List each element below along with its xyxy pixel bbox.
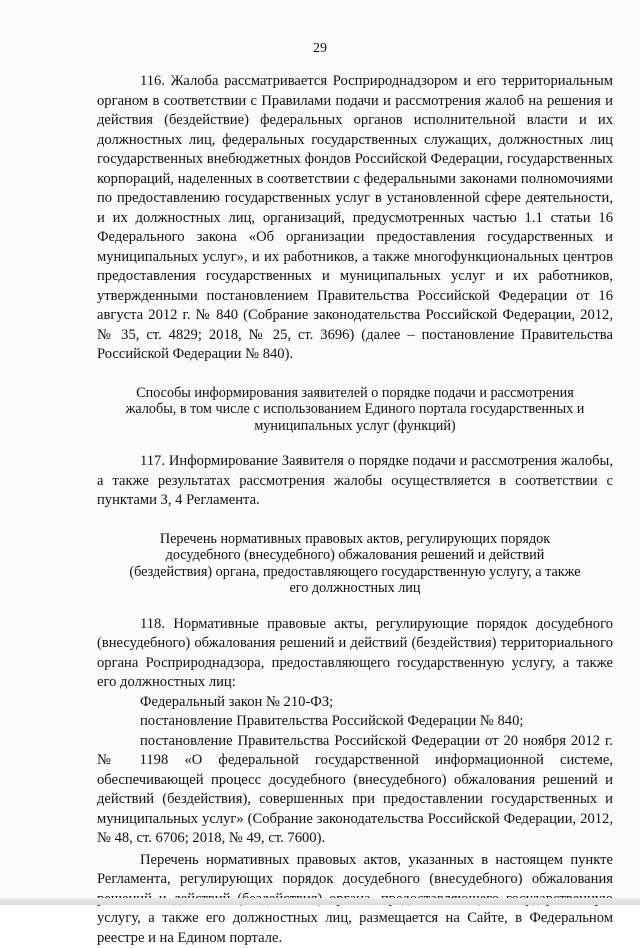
page-number: 29 xyxy=(0,41,640,57)
law-item-resolution-1198: постановление Правительства Российской Федерации от 20 ноября 2012 г. № 1198 «О федеральной государственной информационной системе, обеспечивающей процесс досудебного (внесудебного) обжалования решений и действий (бездействия), совершенных при предоставлении государственных и муниципальных услуг» (Собрание законодательства Российской Федерации, 2012, № 48, ст. 6706; 2018, № 49, ст. 7600). xyxy=(97,732,613,849)
section-heading-legal-acts: Перечень нормативных правовых актов, регулирующих порядок досудебного (внесудебного) обжалования решений и действий (бездействия) органа, предоставляющего государственную услугу, а также его должностных лиц xyxy=(97,531,613,597)
paragraph-117: 117. Информирование Заявителя о порядке подачи и рассмотрения жалобы, а также результатах рассмотрения жалобы осуществляется в соответствии с пунктами 3, 4 Регламента. xyxy=(97,452,613,511)
law-item-federal-law: Федеральный закон № 210-ФЗ; xyxy=(97,693,613,713)
document-body xyxy=(97,72,613,948)
section-heading-informing: Способы информирования заявителей о порядке подачи и рассмотрения жалобы, в том числе с использованием Единого портала государственных и муниципальных услуг (функций) xyxy=(97,385,613,435)
law-item-resolution-840: постановление Правительства Российской Федерации № 840; xyxy=(97,712,613,732)
paragraph-118: 118. Нормативные правовые акты, регулирующие порядок досудебного (внесудебного) обжалования решений и действий (бездействия) территориального органа Росприроднадзора, предоставляющего государственную услугу, а также его должностных лиц: xyxy=(97,615,613,693)
paragraph-legal-acts-list: Перечень нормативных правовых актов, указанных в настоящем пункте Регламента, регулирующих порядок досудебного (внесудебного) обжалования услугу, а также его должностных лиц, размещается на Сайте, в Федеральном реестре и на Едином портале. xyxy=(97,851,613,948)
page-bottom-edge xyxy=(0,898,640,905)
paragraph-116: 116. Жалоба рассматривается Росприроднадзором и его территориальным органом в соответствии с Правилами подачи и рассмотрения жалоб на решения и действия (бездействие) федеральных органов исполнительной власти и их должностных лиц, федеральных государственных служащих, должностных лиц государственных внебюджетных фондов Российской Федерации, государственных корпораций, наделенных в соответствии с федеральными законами полномочиями по предоставлению государственных услуг в установленной сфере деятельности, и их должностных лиц, организаций, предусмотренных частью 1.1 статьи 16 Федерального закона «Об организации предоставления государственных и муниципальных услуг», и их работников, а также многофункциональных центров предоставления государственных и муниципальных услуг и их работников, утвержденными постановлением Правительства Российской Федерации от 16 августа 2012 г. № 840 (Собрание законодательства Российской Федерации, 2012, № 35, ст. 4829; 2018, № 25, ст. 3696) (далее – постановление Правительства Российской Федерации № 840). xyxy=(97,72,613,365)
